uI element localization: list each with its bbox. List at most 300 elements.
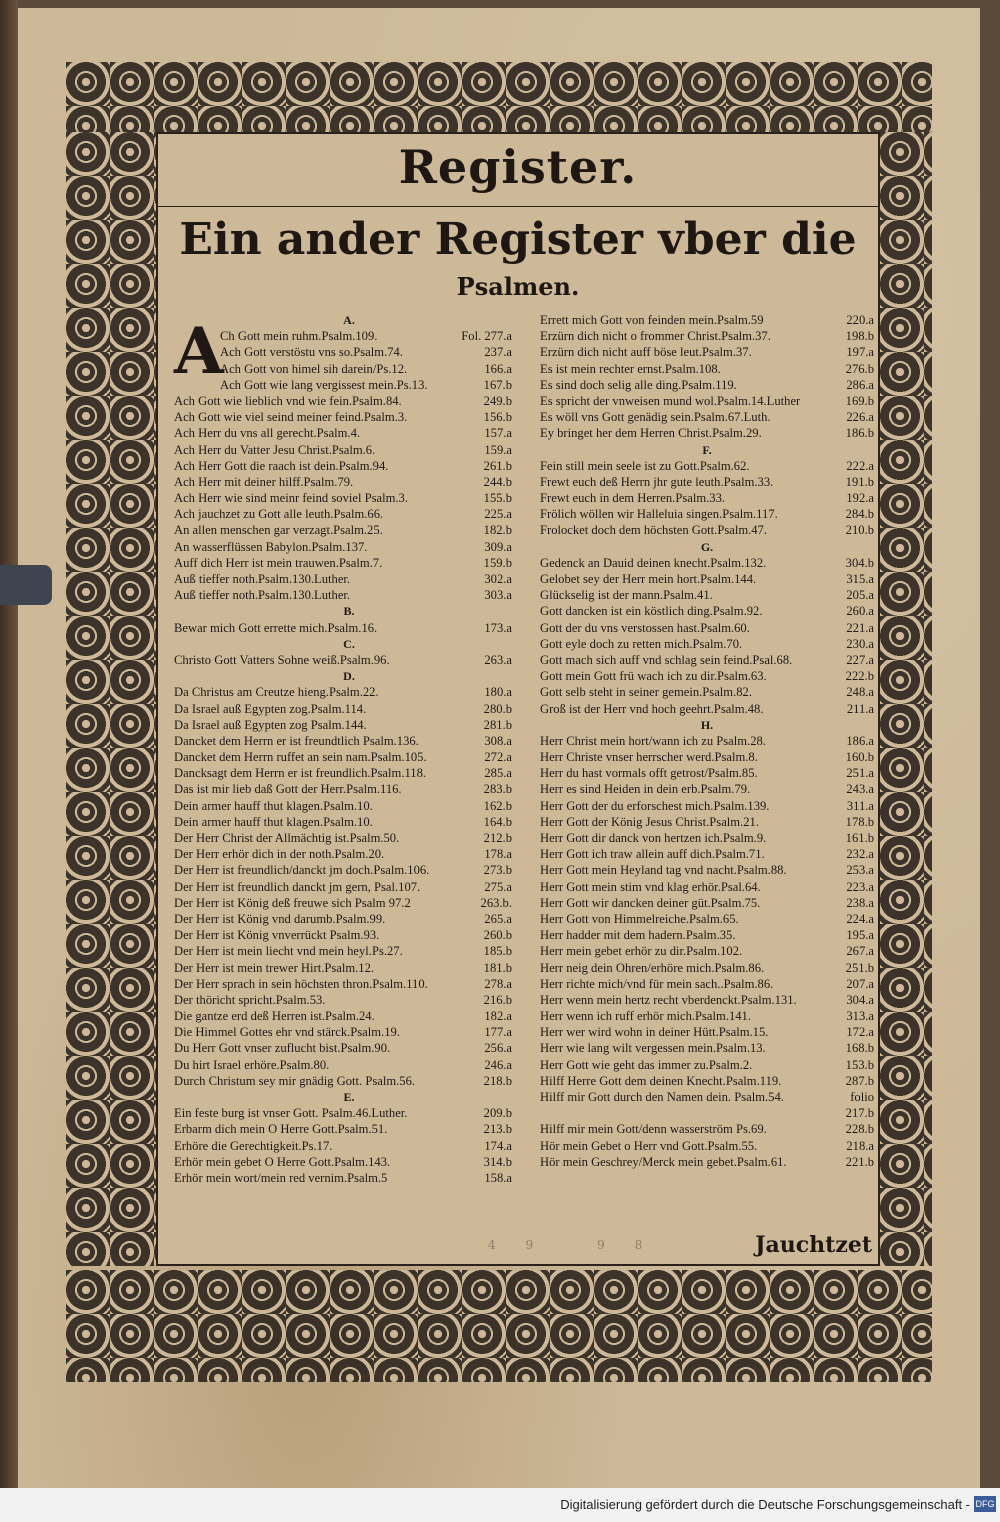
index-entry	[540, 636, 874, 652]
entry-page: 162.b	[483, 798, 512, 813]
digitization-footer	[0, 1488, 1000, 1522]
entry-page: 281.b	[483, 717, 512, 732]
entry-title: Du hirt Israel erhöre.Psalm.80.	[174, 1057, 330, 1072]
entry-page: 286.a	[846, 377, 874, 392]
index-entry	[174, 442, 524, 458]
index-entry	[540, 458, 874, 474]
entry-page: 260.b	[483, 928, 512, 943]
footer-credit: Digitalisierung gefördert durch die Deutsche Forschungsgemeinschaft -	[560, 1497, 970, 1512]
entry-title: Herr du hast vormals offt getrost/Psalm.85.	[540, 766, 758, 781]
entry-title: Durch Christum sey mir gnädig Gott. Psalm.56.	[174, 1073, 416, 1088]
entry-title: Erhör mein gebet O Herre Gott.Psalm.143.	[174, 1154, 391, 1169]
entry-title: Herr Christ mein hort/wann ich zu Psalm.28.	[540, 733, 766, 748]
index-entry	[540, 474, 874, 490]
index-entry	[174, 927, 524, 943]
entry-page: 177.a	[484, 1025, 512, 1040]
entry-title: Herr Gott der König Jesus Christ.Psalm.21.	[540, 814, 759, 829]
entry-title: Ach Herr du Vatter Jesu Christ.Psalm.6.	[174, 442, 376, 457]
section-letter: G.	[700, 539, 714, 554]
index-entry	[540, 846, 874, 862]
entry-page: 226.a	[846, 410, 874, 425]
entry-title: Herr wenn ich ruff erhör mich.Psalm.141.	[540, 1009, 752, 1024]
entry-page: 181.b	[483, 960, 512, 975]
index-entry	[174, 862, 524, 878]
entry-title: Herr Gott mein stim vnd klag erhör.Psal.64.	[540, 879, 761, 894]
index-entry	[540, 976, 874, 992]
entry-page: 216.b	[483, 992, 512, 1007]
entry-title: Errett mich Gott von feinden mein.Psalm.59	[540, 313, 764, 327]
entry-page: 225.a	[484, 507, 512, 522]
entry-page: 218.a	[846, 1138, 874, 1153]
index-entry	[174, 960, 524, 976]
index-entry	[174, 571, 524, 587]
section-letter: D.	[343, 669, 355, 684]
entry-title: Der Herr ist freundlich danckt jm gern, Psal.107.	[174, 879, 421, 894]
entry-title: Der Herr ist König vnverrückt Psalm.93.	[174, 928, 380, 943]
entry-title: Herr es sind Heiden in dein erb.Psalm.79.	[540, 782, 751, 797]
index-entry	[174, 733, 524, 749]
entry-page: 263.b.	[480, 895, 512, 910]
entry-page: 221.a	[846, 620, 874, 635]
entry-title: Der Herr ist König vnd darumb.Psalm.99.	[174, 911, 386, 926]
index-entry	[540, 992, 874, 1008]
entry-title: Hör mein Geschrey/Merck mein gebet.Psalm.61.	[540, 1154, 787, 1169]
index-entry	[540, 1008, 874, 1024]
entry-page: 167.b	[483, 377, 512, 392]
entry-title: Auff dich Herr ist mein trauwen.Psalm.7.	[174, 555, 383, 570]
index-entry	[540, 506, 874, 522]
index-entry	[540, 927, 874, 943]
entry-page: 315.a	[846, 572, 874, 586]
entry-title: Gott eyle doch zu retten mich.Psalm.70.	[540, 636, 743, 651]
entry-page: 174.a	[484, 1138, 512, 1153]
index-entry	[174, 1024, 524, 1040]
entry-page: 210.b	[845, 523, 874, 538]
entry-page: 186.a	[846, 733, 874, 748]
index-entry	[540, 1040, 874, 1056]
ornament-border-left	[66, 132, 156, 1266]
index-entry	[174, 943, 524, 959]
entry-title: Gott dancken ist ein köstlich ding.Psalm.92.	[540, 604, 763, 619]
index-entry	[174, 1121, 524, 1137]
entry-page: 172.a	[846, 1025, 874, 1040]
entry-title: Herr Gott wir dancken deiner güt.Psalm.75.	[540, 895, 761, 910]
entry-title: An allen menschen gar verzagt.Psalm.25.	[174, 523, 383, 538]
entry-title: Herr Gott ich traw allein auff dich.Psalm.71.	[540, 847, 765, 862]
initial-letter: A	[174, 314, 224, 389]
entry-title: Herr Gott mein Heyland tag vnd nacht.Psalm.88.	[540, 863, 787, 878]
entry-title: Die gantze erd deß Herren ist.Psalm.24.	[174, 1009, 375, 1024]
index-entry	[174, 1040, 524, 1056]
index-entry	[540, 393, 874, 409]
entry-title: Ach Herr Gott die raach ist dein.Psalm.94.	[174, 458, 389, 473]
ornament-border-right	[880, 132, 932, 1266]
entry-title: Frewt euch deß Herrn jhr gute leuth.Psalm.33.	[540, 474, 774, 489]
index-entry	[174, 976, 524, 992]
pencil-mark: 98	[597, 1238, 673, 1252]
entry-title: Gott der du vns verstossen hast.Psalm.60.	[540, 620, 750, 635]
entry-title: Herr wie lang wilt vergessen mein.Psalm.13.	[540, 1041, 766, 1056]
entry-page: 159.a	[484, 442, 512, 457]
index-entry	[540, 765, 874, 781]
entry-title: Frewt euch in dem Herren.Psalm.33.	[540, 491, 726, 506]
entry-page: 180.a	[484, 685, 512, 700]
section-letter: E.	[343, 1090, 355, 1104]
entry-title: Herr Gott dir danck von hertzen ich.Psalm.9.	[540, 831, 767, 845]
entry-title: Bewar mich Gott errette mich.Psalm.16.	[174, 620, 378, 635]
index-entry	[174, 814, 524, 830]
entry-page: 212.b	[483, 831, 512, 845]
index-entry	[540, 814, 874, 830]
entry-page: 207.a	[846, 976, 874, 991]
entry-title: An wasserflüssen Babylon.Psalm.137.	[174, 539, 368, 554]
index-entry	[540, 1105, 874, 1121]
index-entry	[540, 862, 874, 878]
entry-title: Das ist mir lieb daß Gott der Herr.Psalm.116.	[174, 782, 402, 797]
entry-page: 304.a	[846, 992, 874, 1007]
entry-page: 302.a	[484, 572, 512, 586]
entry-title: Der Herr erhör dich in der noth.Psalm.20.	[174, 847, 385, 862]
entry-title: Erzürn dich nicht o frommer Christ.Psalm.37.	[540, 329, 771, 344]
index-entry	[540, 555, 874, 571]
entry-title: Die Himmel Gottes ehr vnd stärck.Psalm.19.	[174, 1025, 400, 1040]
index-entry	[540, 701, 874, 717]
index-entry	[174, 587, 524, 603]
entry-title: Dancket dem Herrn ruffet an sein nam.Psalm.105.	[174, 750, 427, 765]
index-entry	[540, 1057, 874, 1073]
index-entry	[174, 911, 524, 927]
entry-page: 160.b	[845, 750, 874, 765]
entry-page: 158.a	[484, 1170, 512, 1185]
pencil-mark: 49	[488, 1238, 564, 1252]
entry-page: 313.a	[846, 1009, 874, 1024]
index-entry	[174, 1073, 524, 1089]
entry-page: 238.a	[846, 895, 874, 910]
index-entry	[174, 765, 524, 781]
page-title: Register.	[398, 140, 638, 194]
index-entry	[174, 490, 524, 506]
index-entry	[174, 846, 524, 862]
entry-page: 275.a	[484, 879, 512, 894]
entry-title: Erhör mein wort/mein red vernim.Psalm.5	[174, 1170, 388, 1185]
index-entry	[174, 1170, 524, 1186]
index-entry	[540, 733, 874, 749]
entry-page: 228.b	[845, 1122, 874, 1137]
entry-page: 185.b	[483, 944, 512, 959]
entry-page: 166.a	[484, 361, 512, 376]
entry-page: 246.a	[484, 1057, 512, 1072]
index-entry	[174, 474, 524, 490]
entry-page: 192.a	[846, 491, 874, 506]
index-entry	[174, 781, 524, 797]
entry-page: 156.b	[483, 410, 512, 425]
index-column-left	[174, 312, 524, 1186]
index-entry	[174, 328, 524, 344]
entry-title: Ach jauchzet zu Gott alle leuth.Psalm.66.	[174, 507, 384, 522]
entry-title: Dein armer hauff thut klagen.Psalm.10.	[174, 814, 373, 829]
entry-page: 287.b	[845, 1073, 874, 1088]
entry-page: 243.a	[846, 782, 874, 797]
index-entry	[174, 620, 524, 636]
entry-title: Glückselig ist der mann.Psalm.41.	[540, 588, 713, 603]
index-entry	[540, 798, 874, 814]
register-subtitle: Ein ander Register vber die	[179, 214, 857, 265]
entry-title: Ey bringet her dem Herren Christ.Psalm.29.	[540, 426, 762, 441]
entry-page: 284.b	[845, 507, 874, 522]
index-entry	[540, 361, 874, 377]
entry-page: 280.b	[483, 701, 512, 716]
entry-page: 195.a	[846, 928, 874, 943]
entry-title: Du Herr Gott vnser zuflucht bist.Psalm.90.	[174, 1041, 391, 1056]
entry-page: 173.a	[484, 620, 512, 635]
entry-title: Groß ist der Herr vnd hoch geehrt.Psalm.48.	[540, 701, 764, 716]
index-entry	[174, 895, 524, 911]
entry-page: 308.a	[484, 733, 512, 748]
index-entry	[174, 1105, 524, 1121]
index-entry	[174, 717, 524, 733]
entry-title: Hilff Herre Gott dem deinen Knecht.Psalm.119.	[540, 1073, 782, 1088]
index-entry	[540, 781, 874, 797]
entry-title: Fein still mein seele ist zu Gott.Psalm.62.	[540, 458, 750, 473]
entry-title: Dancksagt dem Herrn er ist freundlich.Psalm.118.	[174, 766, 427, 781]
section-letter: F.	[702, 442, 712, 457]
entry-page: 191.b	[845, 474, 874, 489]
section-letter: C.	[343, 636, 355, 651]
index-entry	[174, 409, 524, 425]
index-entry	[174, 652, 524, 668]
index-entry	[540, 425, 874, 441]
entry-title: Erzürn dich nicht auff böse leut.Psalm.37.	[540, 345, 752, 360]
index-entry	[174, 684, 524, 700]
index-entry	[540, 749, 874, 765]
entry-title: Dancket dem Herrn er ist freundtlich Psalm.136.	[174, 733, 419, 748]
index-entry	[174, 425, 524, 441]
book-clasp	[0, 565, 52, 605]
entry-title: Es sind doch selig alle ding.Psalm.119.	[540, 377, 737, 392]
index-entry	[174, 361, 524, 377]
index-entry	[174, 344, 524, 360]
entry-title: Gedenck an Dauid deinen knecht.Psalm.132.	[540, 555, 767, 570]
entry-title: Da Israel auß Egypten zog Psalm.144.	[174, 717, 367, 732]
text-frame	[156, 132, 880, 1266]
entry-page: 251.a	[846, 766, 874, 781]
index-entry	[540, 911, 874, 927]
index-entry	[174, 506, 524, 522]
entry-page: 273.b	[483, 863, 512, 878]
entry-page: 256.a	[484, 1041, 512, 1056]
entry-title: Da Christus am Creutze hieng.Psalm.22.	[174, 685, 379, 700]
entry-page: 261.b	[483, 458, 512, 473]
index-entry	[174, 1138, 524, 1154]
entry-page: 220.a	[846, 313, 874, 327]
entry-title: Ach Herr mit deiner hilff.Psalm.79.	[174, 474, 354, 489]
entry-title: Frolocket doch dem höchsten Gott.Psalm.47.	[540, 523, 768, 538]
entry-page: 211.a	[846, 701, 874, 716]
entry-page: 222.a	[846, 458, 874, 473]
index-entry	[540, 1089, 874, 1105]
entry-page: 218.b	[483, 1073, 512, 1088]
entry-title: Gelobet sey der Herr mein hort.Psalm.144.	[540, 572, 757, 586]
ornament-border-bottom	[66, 1270, 932, 1382]
entry-title: Ach Gott wie lang vergissest mein.Ps.13.	[220, 377, 428, 392]
entry-page: 285.a	[484, 766, 512, 781]
entry-title: Hilff mir mein Gott/denn wasserström Ps.69.	[540, 1122, 767, 1137]
index-column-right	[540, 312, 874, 1170]
entry-title: Der thöricht spricht.Psalm.53.	[174, 992, 326, 1007]
entry-page: 314.b	[483, 1154, 512, 1169]
index-entry	[540, 684, 874, 700]
section-letter: B.	[343, 604, 355, 619]
entry-page: 224.a	[846, 911, 874, 926]
entry-title: Ach Gott verstöstu vns so.Psalm.74.	[220, 345, 403, 360]
entry-title: Der Herr ist König deß freuwe sich Psalm 97.2	[174, 895, 411, 910]
entry-page: 164.b	[483, 814, 512, 829]
entry-page: 253.a	[846, 863, 874, 878]
entry-title: Es spricht der vnweisen mund wol.Psalm.14.Luther	[540, 393, 801, 408]
index-entry	[174, 701, 524, 717]
index-entry	[540, 603, 874, 619]
entry-title: Herr Christe vnser herrscher werd.Psalm.8.	[540, 750, 758, 765]
dfg-logo-icon: DFG	[974, 1496, 996, 1512]
entry-page: 244.b	[483, 474, 512, 489]
index-entry	[540, 830, 874, 846]
entry-page: 157.a	[484, 426, 512, 441]
index-entry	[540, 1138, 874, 1154]
entry-title: Der Herr ist freundlich/danckt jm doch.Psalm.106.	[174, 863, 430, 878]
entry-page: 272.a	[484, 750, 512, 765]
entry-page: 213.b	[483, 1122, 512, 1137]
entry-page: 209.b	[483, 1106, 512, 1121]
entry-page: Fol. 277.a	[461, 329, 512, 344]
entry-page: 182.b	[483, 523, 512, 538]
entry-title: Auß tieffer noth.Psalm.130.Luther.	[174, 588, 351, 603]
entry-title: Frölich wöllen wir Halleluia singen.Psalm.117.	[540, 507, 778, 522]
entry-title: Der Herr Christ der Allmächtig ist.Psalm.50.	[174, 831, 400, 845]
entry-page: 237.a	[484, 345, 512, 360]
index-entry	[540, 587, 874, 603]
entry-page: 205.a	[846, 588, 874, 603]
entry-page: 168.b	[845, 1041, 874, 1056]
entry-page: 178.a	[484, 847, 512, 862]
catchword: Jauchtzet	[755, 1232, 872, 1258]
entry-title: Es ist mein rechter ernst.Psalm.108.	[540, 361, 721, 376]
index-entry	[540, 1121, 874, 1137]
entry-title: Dein armer hauff thut klagen.Psalm.10.	[174, 798, 373, 813]
book-spine	[0, 0, 18, 1522]
entry-title: Gott selb steht in seiner gemein.Psalm.82.	[540, 685, 752, 700]
entry-title: Herr hadder mit dem hadern.Psalm.35.	[540, 928, 736, 943]
entry-page: 222.b	[845, 669, 874, 684]
entry-page: 153.b	[845, 1057, 874, 1072]
entry-title: Herr Gott von Himmelreiche.Psalm.65.	[540, 911, 739, 926]
index-entry	[540, 895, 874, 911]
entry-page: 230.a	[846, 636, 874, 651]
entry-page: 248.a	[846, 685, 874, 700]
entry-title: Ach Herr wie sind meinr feind soviel Psalm.3.	[174, 491, 408, 506]
entry-page: 260.a	[846, 604, 874, 619]
entry-title: Herr wer wird wohn in deiner Hütt.Psalm.15.	[540, 1025, 769, 1040]
entry-page: 217.b	[845, 1106, 874, 1121]
entry-title: Herr Gott der du erforschest mich.Psalm.139.	[540, 798, 770, 813]
entry-title: Ch Gott mein ruhm.Psalm.109.	[220, 329, 378, 344]
entry-page: 249.b	[483, 393, 512, 408]
entry-title: Herr neig dein Ohren/erhöre mich.Psalm.86.	[540, 960, 765, 975]
index-entry	[174, 377, 524, 393]
index-entry	[540, 620, 874, 636]
entry-page: 197.a	[846, 345, 874, 360]
entry-page: 303.a	[484, 588, 512, 603]
entry-title: Gott mein Gott frü wach ich zu dir.Psalm.63.	[540, 669, 767, 684]
entry-page: 182.a	[484, 1009, 512, 1024]
entry-title: Christo Gott Vatters Sohne weiß.Psalm.96.	[174, 652, 390, 667]
register-subtitle-2: Psalmen.	[456, 272, 580, 301]
entry-page: 232.a	[846, 847, 874, 862]
entry-page: 169.b	[845, 393, 874, 408]
pencil-marks	[488, 1238, 672, 1252]
index-entry	[540, 490, 874, 506]
ornament-border-top	[66, 62, 932, 132]
entry-page: 155.b	[483, 491, 512, 506]
index-entry	[540, 377, 874, 393]
index-entry	[540, 344, 874, 360]
entry-title: Der Herr ist mein liecht vnd mein heyl.Ps.27.	[174, 944, 403, 959]
index-entry	[174, 1057, 524, 1073]
index-entry	[540, 960, 874, 976]
entry-title: Der Herr sprach in sein höchsten thron.Psalm.110.	[174, 976, 428, 991]
entry-title: Hilff mir Gott durch den Namen dein. Psalm.54.	[540, 1090, 784, 1104]
index-entry	[174, 555, 524, 571]
title-rule	[158, 206, 878, 207]
entry-page: 278.a	[484, 976, 512, 991]
entry-page: 265.a	[484, 911, 512, 926]
entry-title: Es wöll vns Gott genädig sein.Psalm.67.Luth.	[540, 410, 771, 425]
index-entry	[174, 830, 524, 846]
entry-page: 263.a	[484, 652, 512, 667]
index-entry	[540, 943, 874, 959]
entry-title: Erbarm dich mein O Herre Gott.Psalm.51.	[174, 1122, 388, 1137]
index-entry	[540, 1073, 874, 1089]
entry-title: Der Herr ist mein trewer Hirt.Psalm.12.	[174, 960, 375, 975]
index-entry	[540, 571, 874, 587]
entry-title: Erhöre die Gerechtigkeit.Ps.17.	[174, 1138, 333, 1153]
index-entry	[174, 522, 524, 538]
entry-title: Herr mein gebet erhör zu dir.Psalm.102.	[540, 944, 743, 959]
entry-page: 198.b	[845, 329, 874, 344]
entry-title: Ach Herr du vns all gerecht.Psalm.4.	[174, 426, 361, 441]
index-entry	[174, 458, 524, 474]
index-entry	[540, 409, 874, 425]
entry-page: folio	[850, 1090, 874, 1104]
entry-page: 223.a	[846, 879, 874, 894]
entry-page: 267.a	[846, 944, 874, 959]
entry-title: Ein feste burg ist vnser Gott. Psalm.46.Luther.	[174, 1106, 408, 1121]
entry-title: Hör mein Gebet o Herr vnd Gott.Psalm.55.	[540, 1138, 758, 1153]
entry-page: 178.b	[845, 814, 874, 829]
section-letter: A.	[343, 313, 355, 327]
index-entry	[540, 328, 874, 344]
entry-page: 186.b	[845, 426, 874, 441]
index-entry	[174, 539, 524, 555]
entry-page: 304.b	[845, 555, 874, 570]
index-entry	[174, 393, 524, 409]
entry-title: Ach Gott von himel sih darein/Ps.12.	[220, 361, 408, 376]
entry-page: 276.b	[845, 361, 874, 376]
entry-title: Herr richte mich/vnd für mein sach..Psalm.86.	[540, 976, 774, 991]
index-entry	[540, 879, 874, 895]
index-entry	[174, 992, 524, 1008]
entry-page: 311.a	[846, 798, 874, 813]
entry-page: 251.b	[845, 960, 874, 975]
